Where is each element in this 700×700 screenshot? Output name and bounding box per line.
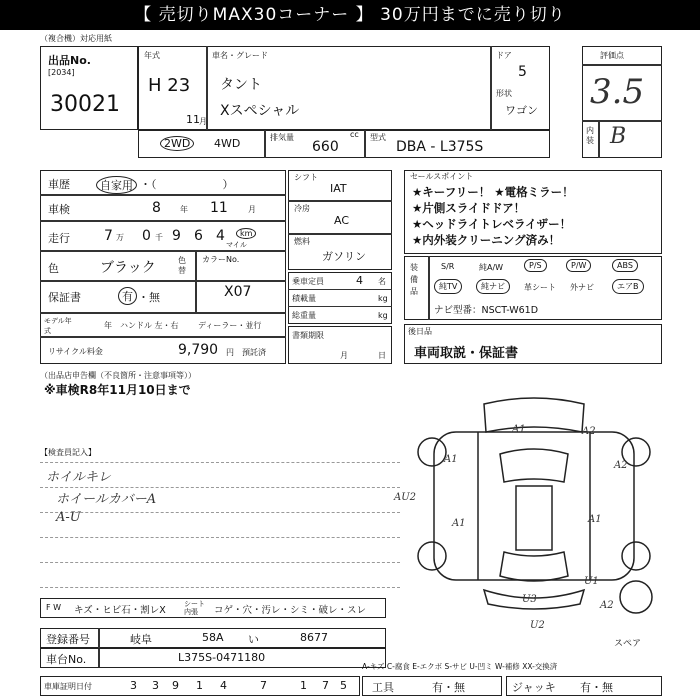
ac-label: 冷房	[294, 204, 310, 213]
weight-unit: kg	[378, 311, 388, 320]
model-label: 型式	[370, 133, 386, 142]
registration-no: 8677	[300, 631, 328, 644]
doors-label: ドア	[496, 51, 512, 60]
diagram-mark-11: U2	[530, 620, 545, 631]
load-unit: kg	[378, 294, 388, 303]
car-label: 車名・グレード	[212, 51, 268, 60]
color-value: ブラック	[100, 260, 156, 276]
wheel-front-left	[418, 438, 446, 466]
mileage-mile: マイル	[226, 241, 247, 249]
diagram-mark-3: A1	[444, 454, 458, 465]
car-diagram	[394, 392, 662, 631]
history-value: 自家用	[96, 176, 137, 194]
seller-note-label: （出品店申告欄（不良箇所・注意事項等））	[40, 371, 196, 380]
equip-abs: ABS	[612, 259, 638, 272]
spare-label: スペア	[614, 639, 642, 649]
equip-airbag: エアB	[612, 279, 644, 294]
diagram-mark-10: A2	[600, 600, 614, 611]
inspection-month-unit: 月	[248, 205, 256, 214]
recycle-unit: 円	[226, 348, 234, 357]
warranty-rest: ・無	[138, 291, 160, 304]
seat-text: コゲ・穴・汚レ・シミ・破レ・スレ	[214, 605, 367, 616]
mileage-sen-unit: 千	[155, 233, 163, 242]
recycle-label: リサイクル料金	[48, 347, 103, 356]
mileage-man: 7	[104, 228, 113, 244]
color-no-label: カラーNo.	[202, 255, 240, 264]
diagram-mark-8: U1	[584, 576, 599, 587]
inspection-month: 11	[210, 200, 228, 216]
car-grade: Xスペシャル	[220, 103, 300, 119]
hood-outline	[484, 398, 584, 432]
mileage-label: 走行	[48, 232, 70, 245]
cert-digit-6: 7	[260, 679, 267, 692]
year-value: H 23	[148, 75, 191, 96]
color-no-value: X07	[224, 284, 252, 300]
doors-value: 5	[518, 64, 527, 80]
equip-navi: 純ナビ	[476, 279, 510, 294]
diagram-mark-1: A1	[512, 424, 526, 435]
model-year-unit: 年	[104, 321, 112, 330]
mileage-digit-1: 0	[142, 228, 151, 244]
shift-label: シフト	[294, 173, 318, 182]
sales-label: セールスポイント	[410, 172, 474, 181]
displacement-label: 排気量	[270, 133, 294, 142]
warranty-yes: 有	[118, 287, 137, 305]
inspection-label: 車検	[48, 203, 70, 216]
cert-digit-2: 3	[152, 679, 159, 692]
score-value: 3.5	[590, 72, 645, 112]
handle-option: ハンドル 左・右	[120, 321, 179, 330]
shape-value: ワゴン	[505, 104, 538, 117]
equip-pw: P/W	[566, 259, 591, 272]
doc-expiry-month: 月	[340, 351, 348, 360]
recycle-value: 9,790	[178, 342, 219, 358]
diagram-mark-6: A1	[452, 518, 466, 529]
dealer-option: ディーラー・並行	[198, 321, 262, 330]
lot-code: [2034]	[48, 68, 75, 77]
wheel-rear-right	[622, 542, 650, 570]
fuel-label: 燃料	[294, 237, 310, 246]
chassis-label: 車台No.	[46, 653, 87, 666]
roof-outline	[516, 486, 552, 550]
history-rest: ・（ ）	[140, 178, 234, 191]
displacement-unit: cc	[350, 130, 359, 139]
spare-tire	[620, 581, 652, 613]
load-label: 積載量	[292, 294, 316, 303]
displacement-value: 660	[312, 139, 339, 155]
rear-window-outline	[500, 552, 568, 581]
model-value: DBA - L375S	[396, 139, 484, 155]
cert-digit-9: 5	[340, 679, 347, 692]
capacity-value: 4	[356, 274, 363, 287]
chassis-value: L375S-0471180	[178, 651, 266, 664]
year-month-unit: 月	[199, 117, 207, 126]
inspector-line-2: ホイールカバーA	[56, 492, 157, 507]
doc-expiry-day: 日	[378, 351, 386, 360]
navi-model: ナビ型番：NSCT-W61D	[434, 305, 539, 316]
history-label: 車歴	[48, 178, 70, 191]
weight-label: 総重量	[292, 311, 316, 320]
registration-label: 登録番号	[46, 633, 90, 646]
equip-ps: P/S	[524, 259, 547, 272]
cert-digit-3: 9	[172, 679, 179, 692]
drive-4wd: 4WD	[214, 137, 241, 150]
mileage-digit-2: 9	[172, 228, 181, 244]
capacity-unit: 名	[378, 277, 386, 286]
color-change: 色替	[178, 256, 186, 275]
cert-digit-1: 3	[130, 679, 137, 692]
color-label: 色	[48, 262, 59, 275]
top-banner: 【 売切りMAX30コーナー 】 30万円までに売り切り	[0, 0, 700, 30]
diagram-mark-2: A2	[582, 426, 596, 437]
wheel-rear-left	[418, 542, 446, 570]
registration-pref: 岐阜	[130, 633, 152, 646]
seller-note-text: ※車検R8年11月10日まで	[44, 383, 191, 397]
inspection-year: 8	[152, 200, 161, 216]
jack-label: ジャッキ	[512, 681, 556, 694]
doc-expiry-label: 書類期限	[292, 331, 324, 340]
interior-label: 内装	[586, 126, 594, 145]
year-month: 11	[186, 113, 200, 126]
score-label: 評価点	[600, 51, 624, 60]
shift-value: IAT	[330, 182, 347, 195]
drive-2wd: 2WD	[160, 136, 194, 151]
diagram-mark-4: A2	[614, 460, 628, 471]
sales-line-3: ★ヘッドライトレベライザー！	[412, 217, 572, 231]
damage-legend: A-キズ C-腐食 E-エクボ S-サビ U-凹ミ W-補修 XX-交換済	[362, 662, 558, 671]
top-note: （複合機）対応用紙	[40, 34, 112, 43]
year-label: 年式	[144, 51, 160, 60]
recycle-note: 預託済	[242, 348, 266, 357]
inspection-year-unit: 年	[180, 205, 188, 214]
sales-line-1: ★キーフリー！ ★電格ミラー！	[412, 185, 574, 199]
lot-number: 30021	[50, 92, 120, 117]
registration-kana: い	[248, 633, 259, 646]
diagram-mark-9: U3	[522, 594, 537, 605]
cert-digit-5: 4	[220, 679, 227, 692]
inspector-line-3: A-U	[56, 510, 81, 525]
equip-tv: 純TV	[434, 279, 462, 294]
capacity-label: 乗車定員	[292, 277, 324, 286]
notes-value: 車両取説・保証書	[414, 346, 519, 361]
interior-value: B	[610, 124, 627, 149]
cert-digit-8: 7	[322, 679, 329, 692]
door-lines	[478, 432, 590, 580]
inspector-label: 【検査員記入】	[40, 448, 96, 457]
fw-label: F W	[46, 603, 62, 612]
cert-digit-7: 1	[300, 679, 307, 692]
lot-label: 出品No.	[48, 54, 91, 67]
mileage-km: km	[236, 228, 256, 239]
jack-value: 有・無	[580, 681, 613, 694]
equip-sr: S/R	[441, 262, 455, 271]
seat-label: シート内張	[184, 600, 205, 616]
tools-label: 工具	[372, 681, 394, 694]
inspector-line-1: ホイルキレ	[46, 470, 111, 485]
windshield-outline	[500, 449, 568, 482]
ac-value: AC	[334, 214, 350, 227]
equip-ext-navi: 外ナビ	[570, 283, 594, 292]
notes-label: 後日品	[408, 327, 432, 336]
sales-line-2: ★片側スライドドア！	[412, 201, 526, 215]
equip-aw: 純A/W	[479, 263, 504, 272]
registration-num: 58A	[202, 631, 224, 644]
fw-text: キズ・ヒビ石・割レX	[74, 605, 166, 616]
fuel-value: ガソリン	[322, 250, 366, 263]
warranty-label: 保証書	[48, 291, 81, 304]
mileage-digit-4: 4	[216, 228, 225, 244]
model-year-label: モデル年式	[44, 317, 72, 335]
shape-label: 形状	[496, 89, 512, 98]
spec-row	[138, 130, 550, 158]
diagram-mark-7: A1	[588, 514, 602, 525]
cert-label: 車庫証明日付	[44, 682, 92, 691]
equip-seat: 革シート	[524, 283, 556, 292]
diagram-mark-5: AU2	[394, 492, 417, 503]
sales-line-4: ★内外装クリーニング済み！	[412, 233, 561, 247]
mileage-man-unit: 万	[116, 233, 124, 242]
car-name: タント	[220, 77, 262, 93]
equipment-label: 装備品	[410, 263, 418, 296]
mileage-digit-3: 6	[194, 228, 203, 244]
body-outline	[434, 432, 634, 580]
cert-digit-4: 1	[196, 679, 203, 692]
tools-value: 有・無	[432, 681, 465, 694]
